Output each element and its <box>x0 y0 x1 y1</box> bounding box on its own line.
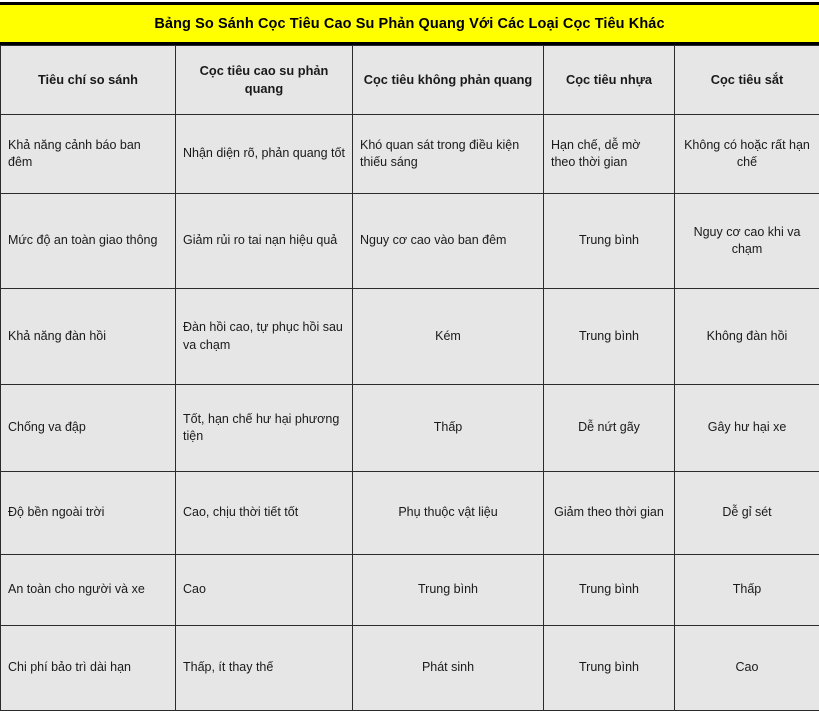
table-row <box>1 555 819 626</box>
cell-non-reflective: Phát sinh <box>353 626 544 711</box>
cell-plastic: Hạn chế, dễ mờ theo thời gian <box>544 115 675 194</box>
cell-criteria: An toàn cho người và xe <box>1 555 176 626</box>
column-header-steel: Cọc tiêu sắt <box>675 46 819 115</box>
cell-criteria: Độ bền ngoài trời <box>1 472 176 555</box>
column-header-plastic: Cọc tiêu nhựa <box>544 46 675 115</box>
cell-rubber-reflective: Thấp, ít thay thế <box>176 626 353 711</box>
cell-non-reflective: Thấp <box>353 385 544 472</box>
cell-criteria: Khả năng đàn hồi <box>1 289 176 385</box>
cell-plastic: Trung bình <box>544 626 675 711</box>
comparison-table <box>0 45 819 711</box>
cell-steel: Dễ gỉ sét <box>675 472 819 555</box>
cell-non-reflective: Kém <box>353 289 544 385</box>
cell-criteria: Chống va đập <box>1 385 176 472</box>
cell-steel: Cao <box>675 626 819 711</box>
column-header-rubber-reflective: Cọc tiêu cao su phản quang <box>176 46 353 115</box>
column-header-non-reflective: Cọc tiêu không phản quang <box>353 46 544 115</box>
cell-rubber-reflective: Cao, chịu thời tiết tốt <box>176 472 353 555</box>
cell-plastic: Dễ nứt gãy <box>544 385 675 472</box>
table-title-banner <box>0 2 819 45</box>
page-title: Bảng So Sánh Cọc Tiêu Cao Su Phản Quang Với Các Loại Cọc Tiêu Khác <box>154 16 664 32</box>
cell-rubber-reflective: Đàn hồi cao, tự phục hồi sau va chạm <box>176 289 353 385</box>
cell-steel: Không đàn hồi <box>675 289 819 385</box>
table-row <box>1 115 819 194</box>
table-header-row <box>1 46 819 115</box>
cell-plastic: Trung bình <box>544 194 675 289</box>
table-row <box>1 194 819 289</box>
cell-rubber-reflective: Cao <box>176 555 353 626</box>
table-row <box>1 472 819 555</box>
cell-criteria: Khả năng cảnh báo ban đêm <box>1 115 176 194</box>
table-row <box>1 385 819 472</box>
cell-rubber-reflective: Tốt, hạn chế hư hại phương tiện <box>176 385 353 472</box>
cell-non-reflective: Phụ thuộc vật liệu <box>353 472 544 555</box>
table-row <box>1 289 819 385</box>
cell-non-reflective: Nguy cơ cao vào ban đêm <box>353 194 544 289</box>
table-row <box>1 626 819 711</box>
cell-non-reflective: Khó quan sát trong điều kiện thiếu sáng <box>353 115 544 194</box>
column-header-criteria: Tiêu chí so sánh <box>1 46 176 115</box>
cell-plastic: Trung bình <box>544 555 675 626</box>
cell-steel: Gây hư hại xe <box>675 385 819 472</box>
cell-plastic: Trung bình <box>544 289 675 385</box>
cell-steel: Không có hoặc rất hạn chế <box>675 115 819 194</box>
cell-criteria: Mức độ an toàn giao thông <box>1 194 176 289</box>
cell-non-reflective: Trung bình <box>353 555 544 626</box>
cell-steel: Thấp <box>675 555 819 626</box>
cell-plastic: Giảm theo thời gian <box>544 472 675 555</box>
cell-criteria: Chi phí bảo trì dài hạn <box>1 626 176 711</box>
cell-rubber-reflective: Giảm rủi ro tai nạn hiệu quả <box>176 194 353 289</box>
cell-steel: Nguy cơ cao khi va chạm <box>675 194 819 289</box>
cell-rubber-reflective: Nhận diện rõ, phản quang tốt <box>176 115 353 194</box>
